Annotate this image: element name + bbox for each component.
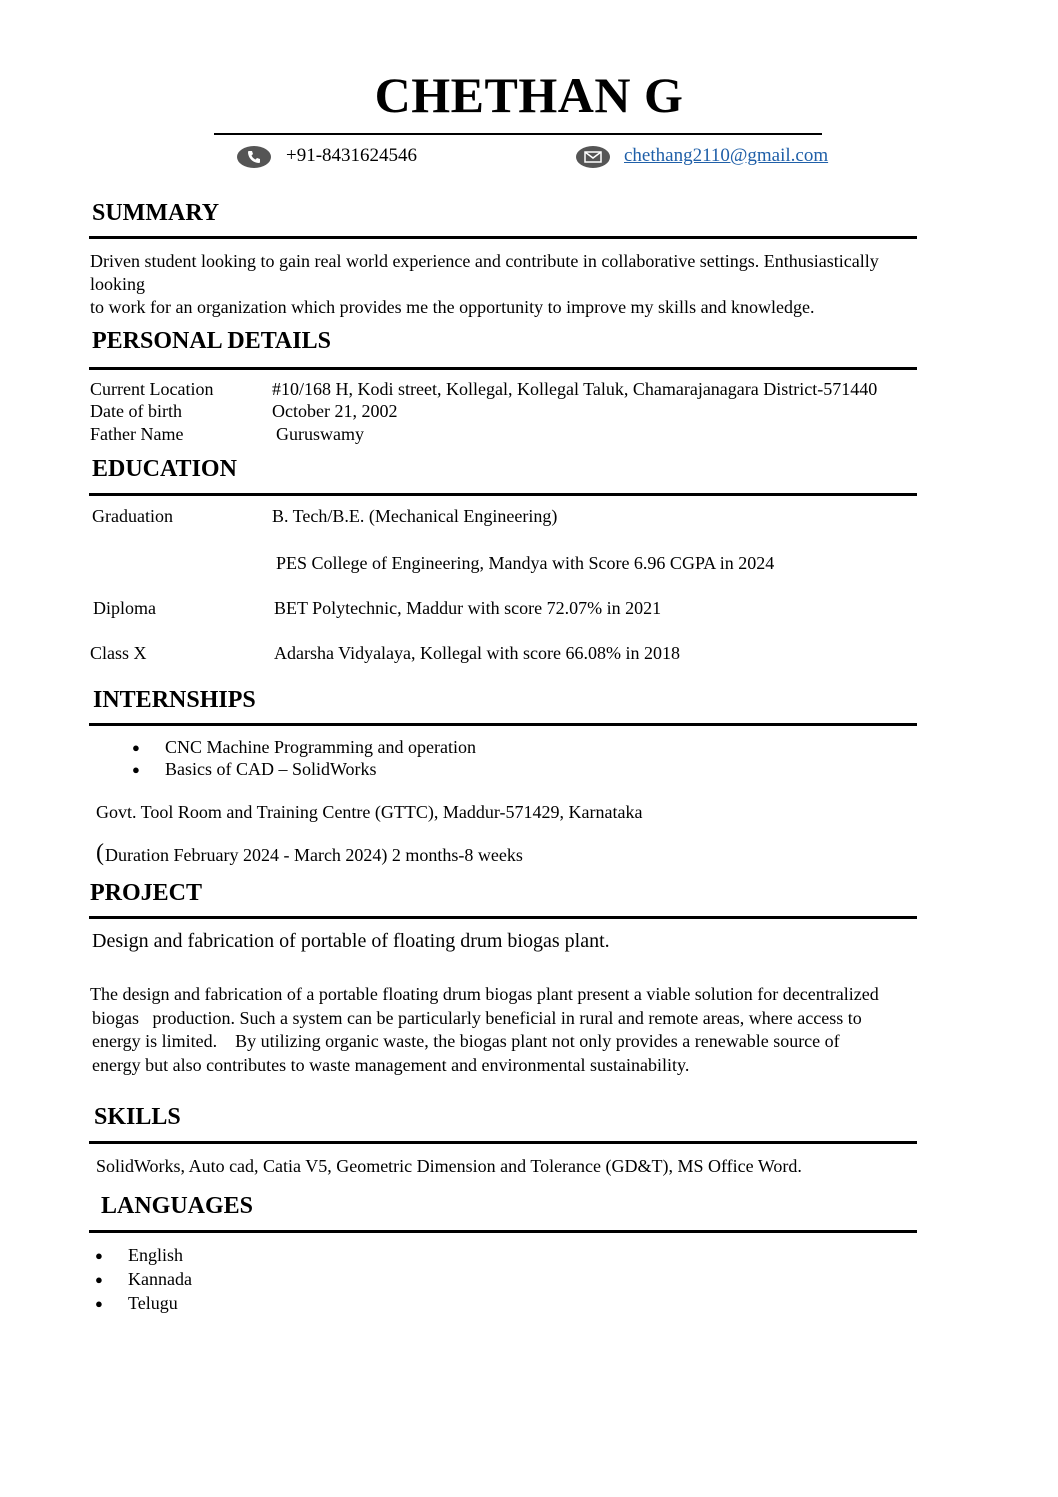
date-of-birth-label: Date of birth xyxy=(90,401,182,421)
graduation-degree: B. Tech/B.E. (Mechanical Engineering) xyxy=(272,506,558,526)
bullet-icon: ● xyxy=(132,762,140,777)
internships-rule xyxy=(89,723,917,726)
summary-rule xyxy=(89,236,917,239)
education-heading: EDUCATION xyxy=(92,456,237,482)
project-description-line: energy but also contributes to waste management and environmental sustainability. xyxy=(92,1055,690,1075)
duration-paren: ( xyxy=(96,840,104,866)
list-item xyxy=(95,1244,395,1267)
summary-line: Driven student looking to gain real world experience and contribute in collaborative settings. Enthusiastically xyxy=(90,251,879,271)
list-item xyxy=(95,1268,395,1291)
summary-line: looking xyxy=(90,274,146,294)
list-item xyxy=(132,736,732,759)
graduation-label: Graduation xyxy=(92,506,173,526)
language-item: Telugu xyxy=(128,1293,178,1313)
education-rule xyxy=(89,493,917,496)
bullet-icon: ● xyxy=(132,740,140,755)
skills-rule xyxy=(89,1141,917,1144)
internship-item: Basics of CAD – SolidWorks xyxy=(165,759,377,779)
classx-label: Class X xyxy=(90,643,147,663)
classx-detail: Adarsha Vidyalaya, Kollegal with score 66.08% in 2018 xyxy=(274,643,680,663)
list-item xyxy=(95,1292,395,1315)
father-name-label: Father Name xyxy=(90,424,184,444)
internship-duration: Duration February 2024 - March 2024) 2 months-8 weeks xyxy=(105,845,523,865)
diploma-detail: BET Polytechnic, Maddur with score 72.07% in 2021 xyxy=(274,598,662,618)
father-name-value: Guruswamy xyxy=(276,424,364,444)
graduation-detail: PES College of Engineering, Mandya with Score 6.96 CGPA in 2024 xyxy=(276,553,775,573)
project-description-line: biogas production. Such a system can be particularly beneficial in rural and remote areas, where access to xyxy=(92,1008,862,1028)
project-description-line: The design and fabrication of a portable floating drum biogas plant present a viable solution for decentralized xyxy=(90,984,879,1004)
summary-line: to work for an organization which provides me the opportunity to improve my skills and knowledge. xyxy=(90,297,815,317)
email-link[interactable]: chethang2110@gmail.com xyxy=(624,145,829,166)
phone-number: +91-8431624546 xyxy=(286,145,418,166)
skills-list: SolidWorks, Auto cad, Catia V5, Geometric Dimension and Tolerance (GD&T), MS Office Word. xyxy=(96,1156,802,1176)
project-title: Design and fabrication of portable of floating drum biogas plant. xyxy=(92,930,610,952)
personal-details-heading: PERSONAL DETAILS xyxy=(92,328,331,354)
languages-rule xyxy=(89,1230,917,1233)
internships-heading: INTERNSHIPS xyxy=(93,687,256,713)
envelope-icon xyxy=(576,146,610,168)
bullet-icon: ● xyxy=(95,1248,103,1263)
skills-heading: SKILLS xyxy=(94,1104,181,1130)
summary-heading: SUMMARY xyxy=(92,200,220,226)
project-heading: PROJECT xyxy=(90,880,203,906)
name-divider xyxy=(214,133,822,135)
languages-heading: LANGUAGES xyxy=(101,1193,254,1219)
date-of-birth-value: October 21, 2002 xyxy=(272,401,398,421)
language-item: English xyxy=(128,1245,184,1265)
diploma-label: Diploma xyxy=(93,598,156,618)
bullet-icon: ● xyxy=(95,1272,103,1287)
project-rule xyxy=(89,916,917,919)
language-item: Kannada xyxy=(128,1269,192,1289)
internship-item: CNC Machine Programming and operation xyxy=(165,737,476,757)
internship-organization: Govt. Tool Room and Training Centre (GTTC), Maddur-571429, Karnataka xyxy=(96,802,643,822)
phone-icon xyxy=(237,146,271,168)
candidate-name: CHETHAN G xyxy=(374,67,684,123)
project-description-line: energy is limited. By utilizing organic waste, the biogas plant not only provides a renewable source of xyxy=(92,1031,840,1051)
bullet-icon: ● xyxy=(95,1296,103,1311)
personal-details-rule xyxy=(89,367,917,370)
list-item xyxy=(132,758,732,781)
current-location-label: Current Location xyxy=(90,379,214,399)
current-location-value: #10/168 H, Kodi street, Kollegal, Kollegal Taluk, Chamarajanagara District-571440 xyxy=(272,379,878,399)
